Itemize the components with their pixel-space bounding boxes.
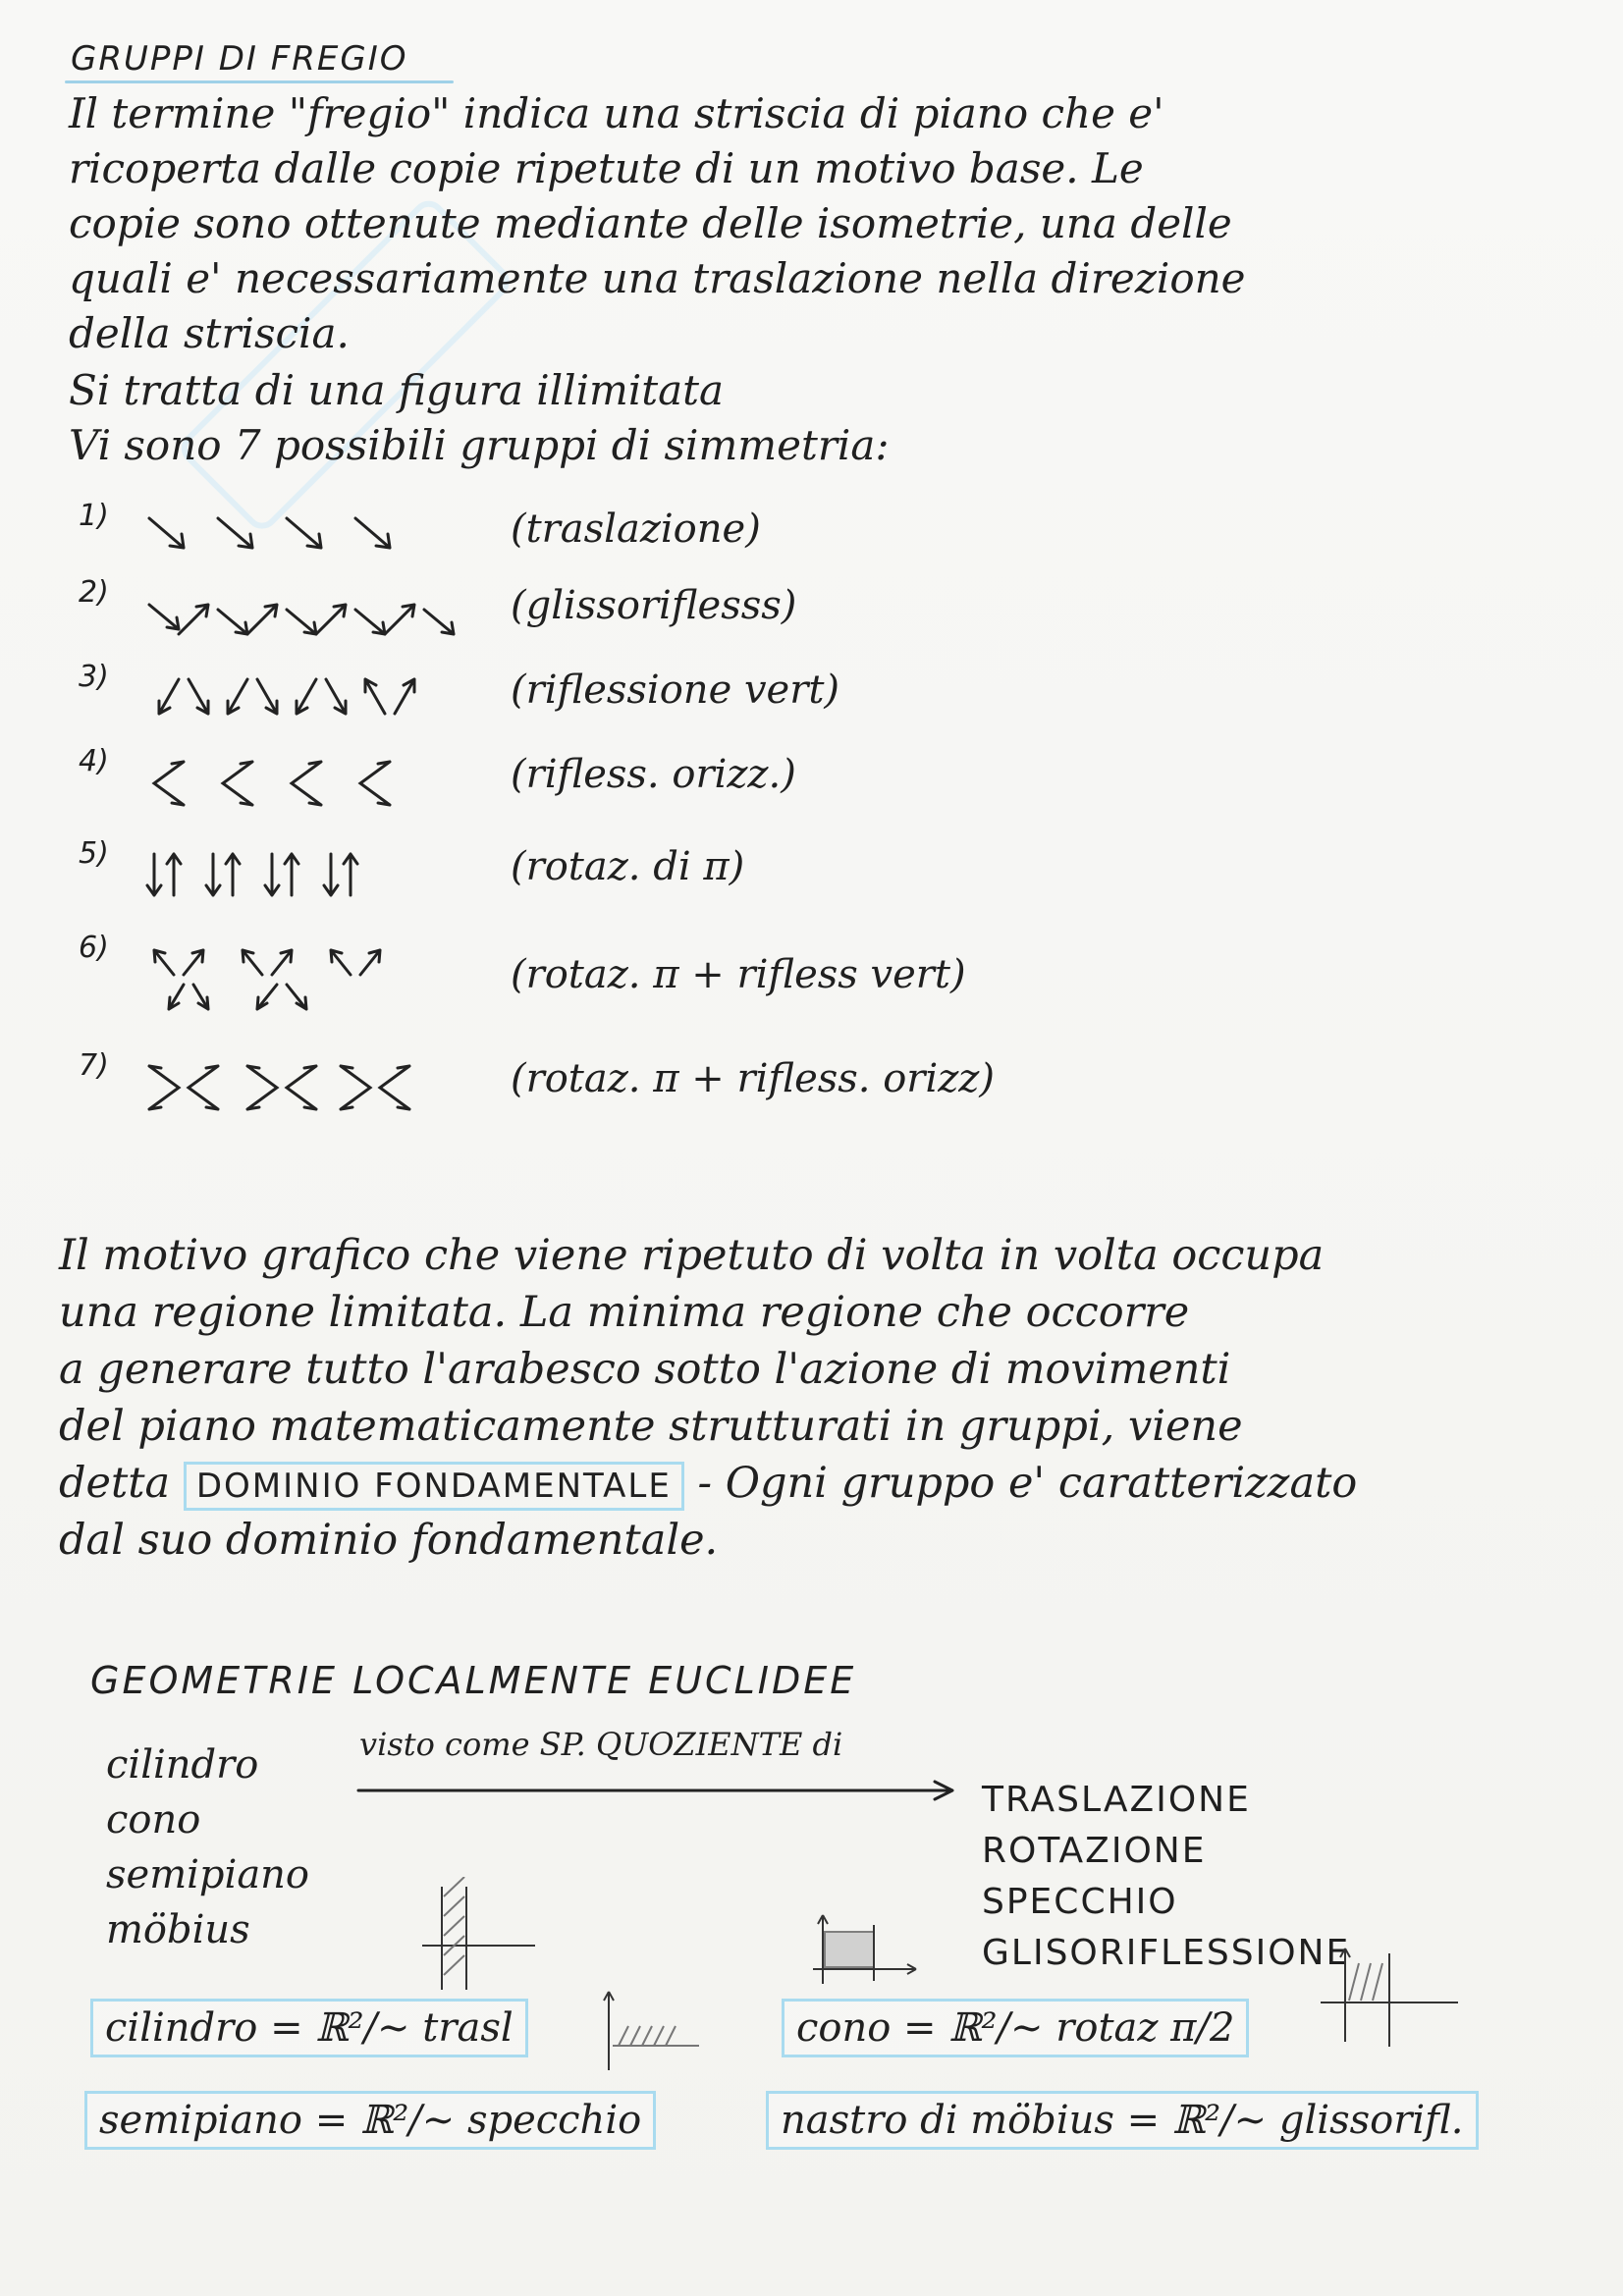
transformation-item: GLISORIFLESSIONE	[982, 1933, 1351, 1973]
text-line: dal suo dominio fondamentale.	[59, 1516, 719, 1565]
space-item: cilindro	[106, 1742, 259, 1788]
arrow-pattern-glide-reflection	[139, 585, 552, 644]
text-line: Il motivo grafico che viene ripetuto di volta in volta occupa	[59, 1231, 1325, 1280]
spaces-list	[106, 1737, 309, 1957]
long-arrow-icon	[353, 1777, 962, 1806]
group-label: (rotaz. π + rifless. orizz)	[511, 1056, 995, 1101]
equation-mobius: nastro di möbius = ℝ²/∼ glissorifl.	[766, 2091, 1479, 2150]
space-item: semipiano	[106, 1852, 310, 1897]
text-line: ricoperta dalle copie ripetute di un motivo base. Le	[69, 144, 1144, 192]
group-number: 5)	[79, 836, 109, 871]
arrow-pattern-vertical-reflection	[139, 669, 552, 728]
frieze-group-1	[69, 499, 1051, 567]
arrow-pattern-rotation-horizontal-reflection	[139, 1058, 552, 1117]
text-fragment: detta	[59, 1459, 171, 1508]
text-line: copie sono ottenute mediante delle isometrie, una delle	[69, 199, 1232, 247]
text-line: della striscia.	[69, 309, 350, 357]
equation-cilindro: cilindro = ℝ²/∼ trasl	[90, 1999, 528, 2057]
text-fragment: - Ogni gruppo e' caratterizzato	[697, 1459, 1358, 1508]
title-highlight	[65, 80, 454, 83]
frieze-group-5	[69, 836, 1051, 905]
group-label: (rifless. orizz.)	[511, 752, 796, 797]
arrow-pattern-translation	[139, 508, 552, 567]
text-line: una regione limitata. La minima regione che occorre	[59, 1288, 1190, 1337]
frieze-group-4	[69, 744, 1051, 813]
transformations-list	[982, 1775, 1350, 1979]
group-label: (rotaz. π + rifless vert)	[511, 952, 966, 997]
highlighted-term: DOMINIO FONDAMENTALE	[184, 1462, 684, 1511]
text-line: Il termine "fregio" indica una striscia di piano che e'	[69, 89, 1164, 137]
arrow-pattern-rotation-pi	[139, 846, 552, 905]
quotient-label: visto come SP. QUOZIENTE di	[359, 1726, 843, 1763]
group-label: (riflessione vert)	[511, 667, 840, 713]
frieze-group-6	[69, 931, 1051, 999]
text-line: Vi sono 7 possibili gruppi di simmetria:	[69, 421, 890, 469]
page-title: GRUPPI DI FREGIO	[71, 39, 408, 79]
group-number: 2)	[79, 575, 109, 610]
frieze-group-2	[69, 575, 1051, 644]
section-title: GEOMETRIE LOCALMENTE EUCLIDEE	[90, 1659, 857, 1702]
frieze-group-7	[69, 1048, 1051, 1117]
text-line: a generare tutto l'arabesco sotto l'azione di movimenti	[59, 1345, 1231, 1394]
frieze-group-3	[69, 660, 1051, 728]
group-number: 6)	[79, 931, 109, 965]
paragraph-figure-unlimited	[69, 363, 890, 473]
text-line: Si tratta di una figura illimitata	[69, 366, 725, 414]
arrow-pattern-rotation-vertical-reflection	[139, 940, 552, 1019]
group-label: (rotaz. di π)	[511, 844, 745, 889]
transformation-item: SPECCHIO	[982, 1882, 1178, 1922]
equation-semipiano: semipiano = ℝ²/∼ specchio	[84, 2091, 656, 2150]
arrow-pattern-horizontal-reflection	[139, 754, 552, 813]
group-number: 3)	[79, 660, 109, 694]
group-label: (traslazione)	[511, 507, 761, 552]
space-item: möbius	[106, 1907, 250, 1952]
space-item: cono	[106, 1797, 201, 1842]
paragraph-fundamental-domain	[59, 1227, 1357, 1569]
transformation-item: ROTAZIONE	[982, 1831, 1207, 1871]
group-number: 4)	[79, 744, 109, 778]
equation-cono: cono = ℝ²/∼ rotaz π/2	[782, 1999, 1249, 2057]
group-number: 1)	[79, 499, 109, 533]
transformation-item: TRASLAZIONE	[982, 1780, 1251, 1820]
strip-sketch-icon	[412, 1877, 540, 1995]
group-number: 7)	[79, 1048, 109, 1083]
quadrant-sketch-icon	[793, 1910, 921, 1989]
rotation-sketch-icon	[1316, 1944, 1463, 2052]
group-label: (glissoriflesss)	[511, 583, 797, 628]
halfplane-sketch-icon	[589, 1987, 707, 2075]
text-line: del piano matematicamente strutturati in gruppi, viene	[59, 1402, 1243, 1451]
text-line: quali e' necessariamente una traslazione nella direzione	[69, 254, 1246, 302]
paragraph-frieze-definition	[69, 86, 1246, 361]
text-line	[59, 1455, 1357, 1512]
